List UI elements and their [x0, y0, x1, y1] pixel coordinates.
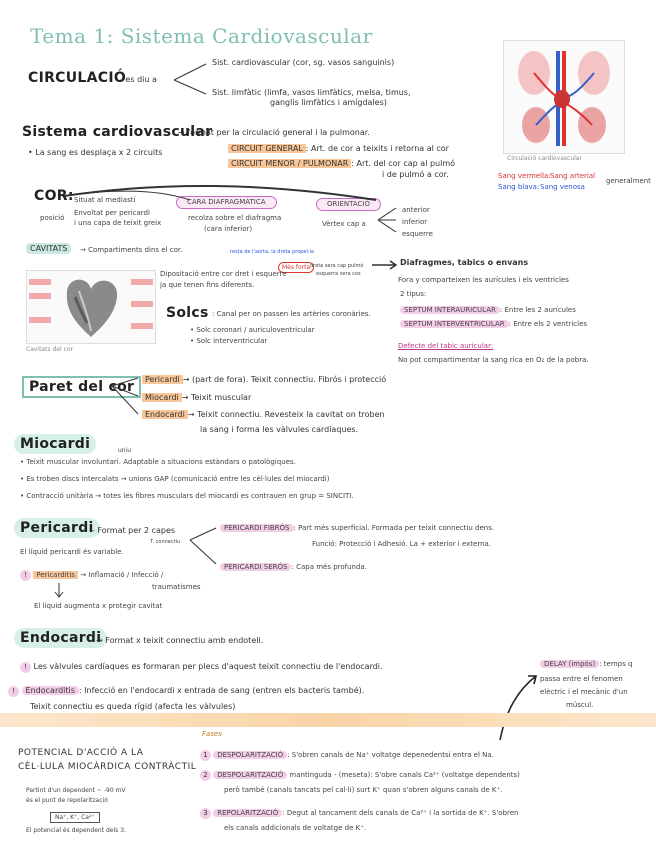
pericardi-seros: [220, 563, 367, 572]
pericardi-fibros-desc2: Funció: Protecció i Adhesió. La + exterior i externa.: [312, 540, 492, 548]
paret-item-endocardi-label: Endocardi: [142, 410, 188, 419]
dipositacio-1: Dipositació entre cor dret i esquerre: [160, 270, 287, 278]
warning-icon-3: !: [8, 686, 19, 697]
miocardi-label-text: Miocardi: [14, 434, 96, 454]
circuit-menor-desc: : Art. del cor cap al pulmó: [351, 159, 456, 168]
cavitats-desc: → Compartiments dins el cor.: [80, 246, 183, 254]
circuit-general-label: CIRCUIT GENERAL: [228, 144, 306, 153]
solcs-item-2: • Solc interventricular: [190, 337, 268, 345]
pericardi-fibros: [220, 524, 494, 533]
delay-desc-2: passa entre el fenomen: [540, 675, 623, 683]
phase-3: [200, 808, 518, 819]
envans-item-1-desc: : Entre les 2 aurícules: [499, 306, 576, 314]
circulacio-item-3: ganglis limfàtics i amígdales): [270, 98, 387, 107]
cor-posicio: posició: [40, 214, 65, 222]
circuit-menor-label: CIRCUIT MENOR / PULMONAR: [228, 159, 351, 168]
envans-item-1: [400, 306, 576, 315]
pericardi-tconn: T. connectiu: [150, 539, 181, 545]
paret-item-pericardi: [142, 375, 386, 385]
paret-item-endocardi-desc: → Teixit connectiu. Revesteix la cavitat on troben: [187, 410, 385, 419]
envans-item-2-desc: : Entre els 2 ventricles: [508, 320, 588, 328]
heart-diagram-icon: [27, 271, 155, 343]
divider-banner: [0, 713, 656, 727]
envans-item-2: [400, 320, 587, 329]
cavitats-label: [26, 244, 71, 254]
paret-item-endocardi: [142, 410, 385, 420]
cor-orientacio-desc: Vèrtex cap a: [322, 220, 366, 228]
delay-label: DELAY (impós): [540, 660, 599, 668]
delay-desc-4: múscul.: [566, 701, 594, 709]
cor-label: COR:: [34, 188, 74, 204]
pericarditis-desc: → Inflamació / Infecció /: [80, 571, 164, 579]
phase-3-label: REPOLARITZACIÓ: [213, 809, 282, 817]
cor-cara: CARA DIAFRAGMÀTICA: [176, 196, 277, 209]
sang-blava: Sang blava:: [498, 183, 540, 191]
phase-3-number: 3: [200, 808, 211, 819]
pericarditis-down-arrow: [54, 582, 64, 600]
miocardi-label: [14, 436, 96, 452]
miocardi-uniu: uniu: [118, 447, 132, 454]
delay-desc-3: elèctric i el mecànic d'un: [540, 688, 628, 696]
pericardi-seros-label: PERICARDI SERÓS: [220, 563, 291, 571]
pericardi-fibros-desc: : Part més superficial. Formada per teixit connectiu dens.: [293, 524, 495, 532]
envans-label: Diafragmes, tabics o envans: [400, 258, 529, 267]
cor-dir-3: esquerre: [402, 230, 433, 238]
heart-figure: [26, 270, 156, 344]
miocardi-line-2: • Es troben discs intercalats → unions GAP (comunicació entre les cèl·lules del miocardi): [20, 475, 330, 483]
sang-arterial: Sang arterial: [550, 172, 596, 180]
circuit-menor-desc2: i de pulmó a cor.: [382, 170, 449, 179]
envans-item-2-label: SEPTUM INTERVENTRICULAR: [400, 320, 509, 328]
sistema-line2: • La sang es desplaça x 2 circuits: [28, 148, 163, 157]
circulacio-label: CIRCULACIÓ: [28, 70, 127, 86]
pericarditis-trauma: traumatismes: [152, 583, 201, 591]
endocarditis-label: Endocarditis: [22, 686, 79, 695]
red-note-2: dreta sera cap pulmó: [310, 263, 364, 269]
endocarditis-desc: : Infecció en l'endocardi x entrada de sang (entren els bacteris també).: [78, 686, 365, 695]
phase-2-desc: mantinguda - (meseta): S'obre canals Ca²⁺ (voltatge dependents): [287, 771, 520, 779]
phase-2: [200, 770, 520, 781]
circulacio-text: - es diu a: [120, 75, 157, 84]
phase-3-desc: : Degut al tancament dels canals de Ca²⁺ i la sortida de K⁺. S'obren: [282, 809, 519, 817]
sistema-text: → format per la circulació general i la pulmonar.: [178, 128, 370, 137]
envans-desc-2: 2 tipus:: [400, 290, 427, 298]
potencial-ions: Na⁺, K⁺, Ca²⁺: [50, 812, 100, 823]
pericardi-liquid: El líquid pericardi és variable.: [20, 548, 124, 556]
circulacio-bracket: [172, 58, 212, 98]
pericarditis-line: [20, 570, 163, 581]
circulacio-item-1: Sist. cardiovascular (cor, sg. vasos sanguinis): [212, 58, 395, 67]
pericardi-seros-desc: : Capa més profunda.: [291, 563, 367, 571]
endocardi-desc: → Format x teixit connectiu amb endoteli.: [96, 636, 264, 645]
sang-venosa: Sang venosa: [540, 183, 585, 191]
red-note-3: esquerra sera cos: [316, 271, 361, 277]
paret-item-pericardi-label: Pericardi: [142, 375, 183, 384]
sang-vermella: Sang vermella:: [498, 172, 551, 180]
cor-line1: Situat al mediastí: [74, 196, 136, 204]
paret-item-miocardi: [142, 393, 251, 403]
fases-label: Fases: [202, 730, 222, 738]
circuit-menor: [228, 159, 455, 169]
endocardi-label-text: Endocardi: [14, 628, 107, 648]
pericardi-fibros-label: PERICARDI FIBRÓS: [220, 524, 294, 532]
miocardi-line-3: • Contracció unitària → totes les fibres musculars del miocardi es contrauen en grup = SINCITI.: [20, 492, 354, 500]
phase-3-cont: els canals addicionals de voltatge de K⁺.: [224, 824, 367, 832]
solcs-label: Solcs: [166, 305, 209, 321]
solcs-item-1: • Solc coronari / auriculoventricular: [190, 326, 315, 334]
page-title: Tema 1: Sistema Cardiovascular: [30, 24, 373, 48]
envans-desc-1: Fora y comparteixen les aurícules i els ventricles: [398, 276, 569, 284]
paret-item-endocardi-cont: la sang i forma les vàlvules cardíaques.: [200, 425, 359, 434]
circulation-diagram-icon: [504, 41, 624, 153]
envans-arrow: [370, 260, 400, 270]
cor-line2: Envoltat per pericardi: [74, 209, 150, 217]
warning-icon: !: [20, 570, 31, 581]
envans-defecte-desc: No pot compartimentar la sang rica en O₂ de la pobra.: [398, 356, 589, 364]
phase-1: [200, 750, 494, 761]
potencial-rest-2: és el punt de repolarització: [26, 797, 108, 804]
generalment: generalment: [606, 177, 651, 185]
endocarditis-desc2: Teixit connectiu es queda rígid (afecta les vàlvules): [30, 702, 236, 711]
pericardi-bracket: [188, 520, 220, 570]
cor-line3: i una capa de teixit greix: [74, 219, 162, 227]
miocardi-line-1: • Teixit muscular involuntari. Adaptable a situacions estàndars o patològiques.: [20, 458, 296, 466]
phase-2-cont: però també (canals tancats pel cal·li) surt K⁺ quan s'obren alguns canals de K⁺.: [224, 786, 503, 794]
endocardi-valvules-text: Les vàlvules cardíaques es formaran per plecs d'aquest teixit connectiu de l'endocardi.: [33, 662, 383, 671]
potencial-rest-1: Partint d'un dependent ~ -90 mV: [26, 787, 126, 794]
solcs-desc: : Canal per on passen les artèries coronàries.: [212, 310, 371, 318]
paret-item-miocardi-label: Miocardi: [142, 393, 182, 402]
phase-1-desc: : S'obren canals de Na⁺ voltatge depenedentsi entra el Na.: [287, 751, 494, 759]
envans-item-1-label: SEPTUM INTERAURICULAR: [400, 306, 500, 314]
red-note: Més forta: [278, 262, 314, 273]
phase-1-number: 1: [200, 750, 211, 761]
circulacio-item-2: Sist. limfàtic (limfa, vasos limfàtics, melsa, timus,: [212, 88, 411, 97]
cavitats-tag: CAVITATS: [26, 243, 71, 254]
phase-2-label: DESPOLARITZACIÓ: [213, 771, 287, 779]
delay-desc-1: : temps q: [599, 660, 633, 668]
phase-2-number: 2: [200, 770, 211, 781]
paret-item-pericardi-desc: → (part de fora). Teixit connectiu. Fibrós i protecció: [182, 375, 387, 384]
envans-defecte: Defecte del tabic auricular:: [398, 342, 494, 350]
cor-arrows: [60, 180, 380, 210]
pericardi-label: [14, 520, 100, 536]
cor-cara-desc1: recolza sobre el diafragma: [188, 214, 282, 222]
warning-icon-2: !: [20, 662, 31, 673]
pericardi-label-text: Pericardi: [14, 518, 100, 538]
endocardi-valvules: [20, 662, 383, 673]
paret-item-miocardi-desc: → Teixit muscular: [181, 393, 252, 402]
potencial-ions-desc: El potencial és dependent dels 3.: [26, 827, 126, 834]
pericarditis-label: Pericarditis: [33, 571, 78, 579]
paret-bracket: [110, 374, 142, 418]
cor-orientacio: ORIENTACIÓ: [316, 198, 381, 211]
heart-caption: Cavitats del cor: [26, 346, 74, 353]
endocardi-label: [14, 630, 107, 646]
cor-dir-2: inferior: [402, 218, 428, 226]
circuit-general-desc: : Art. de cor a teixits i retorna al cor: [305, 144, 449, 153]
phase-1-label: DESPOLARITZACIÓ: [213, 751, 287, 759]
pericarditis-augment: El líquid augmenta x protegir cavitat: [34, 602, 163, 610]
dipositacio-2: ja que tenen fins diferents.: [160, 281, 255, 289]
cor-cara-desc2: (cara inferior): [204, 225, 253, 233]
cor-dir-1: anterior: [402, 206, 430, 214]
delay-arrow: [496, 670, 540, 744]
paret-label: Paret del cor: [22, 376, 141, 398]
potencial-title-2: CÈL·LULA MIOCÀRDICA CONTRÀCTIL: [18, 762, 197, 772]
circuit-general: [228, 144, 449, 154]
circulation-figure-caption: Circulació cardiovascular: [507, 155, 582, 162]
delay-block: [540, 660, 632, 669]
endocarditis-line: [8, 686, 364, 697]
potencial-title-1: POTENCIAL D'ACCIÓ A LA: [18, 748, 144, 758]
sistema-label: Sistema cardiovascular: [22, 124, 213, 140]
small-note: resta de l'aorta, la dreta propel·la: [230, 249, 314, 255]
circulation-figure: [503, 40, 625, 154]
pericardi-desc: - Format per 2 capes: [92, 526, 176, 535]
